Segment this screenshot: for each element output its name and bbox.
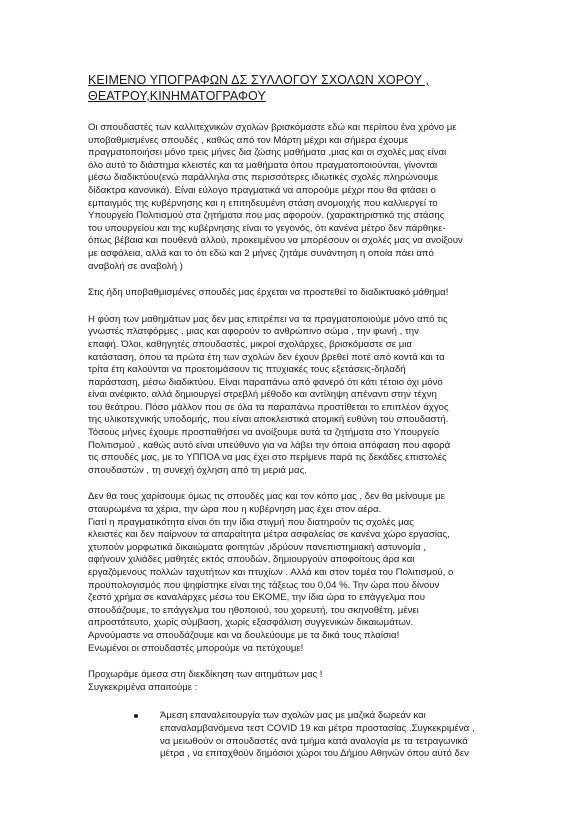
text-line: να μειωθούν οι σπουδαστές ανά τμήμα κατά αναλογία με τα τετραγωνικά xyxy=(160,735,468,747)
text-line: Στις ήδη υποβαθμισμένες σπουδές μας έρχεται να προστεθεί το διαδικτυακό μάθημα! xyxy=(88,287,449,299)
text-line: αναβολή σε αναβολή ) xyxy=(88,260,183,272)
document-title xyxy=(88,72,508,104)
text-line: Οι σπουδαστές των καλλιτεχνικών σχολών βρισκόμαστε εδώ και περίπου ένα χρόνο με xyxy=(88,122,457,133)
text-line: τις σπουδές μας, με το ΥΠΠΟΑ να μας έχει στο περίμενε παρά τις δεκάδες επιστολές xyxy=(88,452,447,464)
text-line: αφήνουν χιλιάδες μαθητές εκτός σπουδών, δημιουργούν αποφοίτους άρα και xyxy=(88,554,415,566)
text-line: Προχωράμε άμεσα στη διεκδίκηση των αιτημάτων μας ! xyxy=(88,669,323,681)
bullet-icon xyxy=(134,714,138,718)
paragraph-nature-of-lessons xyxy=(88,314,508,478)
text-line: υποβαθμισμένες σπουδές , καθώς από τον Μάρτη μέχρι και σήμερα έχουμε xyxy=(88,134,409,146)
text-line: ζεστό χρήμα σε καναλάρχες μέσω του ΕΚΟΜΕ, την ίδια ώρα το επάγγελμα που xyxy=(88,592,425,604)
text-line: προϋπολογισμός που ψηφίστηκε είναι της τάξεως του 0,04 %. Την ώρα που δίνουν xyxy=(88,579,440,591)
text-line: είναι ανέφικτο, αλλά δημιουργεί στρεβλή μέθοδο και αντίληψη απέναντι στην τέχνη xyxy=(88,389,437,401)
text-line: επαναλαμβανόμενα τεστ COVID 19 και μέτρα προστασίας .Συγκεκριμένα , xyxy=(160,722,475,734)
title-line: ΘΕΑΤΡΟΥ,ΚΙΝΗΜΑΤΟΓΡΑΦΟΥ xyxy=(88,89,266,103)
paragraph-online-lessons xyxy=(88,287,508,300)
text-line: Η φύση των μαθημάτων μας δεν μας επιτρέπει να τα πραγματοποιούμε μόνο από τις xyxy=(88,313,448,325)
text-line: πραγματοποιήσει μόνο τρεις μήνες δια ζώσης μαθήματα ,μιας και οι σχολές μας είναι xyxy=(88,147,447,159)
text-line: Ενωμένοι οι σπουδαστές μπορούμε να πετύχουμε! xyxy=(88,642,304,654)
list-item xyxy=(88,710,508,760)
text-line: Αρνούμαστε να σπουδάζουμε και να δουλεύουμε με τα δικά τους πλαίσια! xyxy=(88,629,400,641)
text-line: κλειστές και δεν παίρνουν τα απαραίτητα μέτρα ασφαλείας σε κανένα χώρο εργασίας, xyxy=(88,529,450,541)
paragraph-intro xyxy=(88,122,508,273)
text-line: Δεν θα τους χαρίσουμε όμως τις σπουδές μας και τον κόπο μας , δεν θα μείνουμε με xyxy=(88,491,445,503)
text-line: σταυρωμένα τα χέρια, την ώρα που η κυβέρνηση μας έχει στον αέρα. xyxy=(88,504,382,516)
text-line: σπουδάζουμε, το επάγγελμα του ηθοποιού, του χορευτή, του σκηνοθέτη, μένει xyxy=(88,604,419,616)
paragraph-demands-intro xyxy=(88,669,508,694)
document-body xyxy=(88,72,508,761)
text-line: εργαζόμενους πολλών ταχυτήτων και πτυχίων . Αλλά και στον τομέα του Πολιτισμού, ο xyxy=(88,567,454,578)
text-line: της υλικοτεχνικής υποδομής, που είναι αποκλειστικά ατομική ευθύνη του σπουδαστή. xyxy=(88,414,449,426)
demands-list xyxy=(88,710,508,760)
text-line: του υπουργείου και της κυβέρνησης είναι το γεγονός, ότι κανένα μέτρο δεν πάρθηκε- xyxy=(88,222,446,234)
text-line: απροστάτευτο, χωρίς σύμβαση, χωρίς εξασφάλιση συγγενικών δικαιωμάτων. xyxy=(88,617,414,629)
text-line: επαφή. Όλοι, καθηγητές σπουδαστές, μικροί σχολάρχες, βρισκόμαστε σε μια xyxy=(88,338,412,350)
text-line: κατάσταση, όπου τα πρώτα έτη των σχολών δεν έχουν βρεθεί ποτέ από κοντά και τα xyxy=(88,351,445,363)
text-line: Πολιτισμού , καθώς αυτό είναι υπεύθυνο για να λάβει την όποια απόφαση που αφορά xyxy=(88,439,451,451)
text-line: χτυπούν μορφωτικά δικαιώματα φοιτητών ,ιδρύουν πανεπιστημιακή αστυνομία , xyxy=(88,541,426,553)
paragraph-resistance xyxy=(88,491,508,655)
text-line: γνωστές πλατφόρμες , μιας και αφορούν το ανθρώπινο σώμα , την φωνή , την xyxy=(88,326,419,338)
text-line: παράσταση, μέσω διαδικτύου. Είναι παραπάνω από φανερό ότι κάτι τέτοιο όχι μόνο xyxy=(88,376,443,388)
text-line: δίδακτρα κανονικά). Είναι εύλογο πραγματικά να απορούμε μέχρι που θα φτάσει ο xyxy=(88,184,436,196)
text-line: μέσω διαδικτύου(ενώ παράλληλα στις περισσότερες ιδιωτικές σχολές πληρώνουμε xyxy=(88,172,439,184)
text-line: μέτρα , να επιταχθούν δημόσιοι χώροι του Δήμου Αθηνών όπου αυτό δεν xyxy=(160,748,469,760)
title-line: ΚΕΙΜΕΝΟ ΥΠΟΓΡΑΦΩΝ ΔΣ ΣΥΛΛΟΓΟΥ ΣΧΟΛΩΝ ΧΟΡΟΥ , xyxy=(88,73,429,87)
text-line: όπως βέβαια και πουθενά αλλού, προκειμένου να μπορέσουν οι σχολές μας να ανοίξουν xyxy=(88,235,463,247)
text-line: τρίτα έτη καλούνται να προετοιμάσουν τις πτυχιακές τους εξετάσεις-δηλαδή xyxy=(88,364,406,376)
text-line: του θεάτρου. Πόσο μάλλον που σε όλα τα παραπάνω προστίθεται το επιπλέον άχγος xyxy=(88,401,449,413)
text-line: όλο αυτό το διάστημα κλειστές και τα μαθήματα όπου πραγματοποιούνται, γίνονται xyxy=(88,159,438,171)
text-line: Συγκεκριμένα απαιτούμε : xyxy=(88,681,198,693)
text-line: σπουδαστών , τη συνεχή όχληση από τη μεριά μας. xyxy=(88,464,307,476)
text-line: Γιατί η πραγματικότητα είναι ότι την ίδια στιγμή που διατηρούν τις σχολές μας xyxy=(88,516,414,528)
text-line: με ασφάλεια, αλλά και το ότι εδώ και 2 μήνες ζητάμε συνάντηση η οποία πάει από xyxy=(88,247,434,259)
text-line: Άμεση επαναλειτουργία των σχολών μας με μαζικά δωρεάν και xyxy=(160,710,426,722)
text-line: Υπουργείο Πολιτισμού στα ζητήματα που μας αφορούν. (χαρακτηριστικό της στάσης xyxy=(88,210,445,222)
text-line: Τόσους μήνες έχουμε προσπαθήσει να ανοίξουμε αυτά τα ζητήματα στο Υπουργείο xyxy=(88,427,440,439)
text-line: εμπαιγμός της κυβέρνησης και η επιτηδευμένη στάση ανομοιχής που καλλιεργεί το xyxy=(88,197,438,209)
